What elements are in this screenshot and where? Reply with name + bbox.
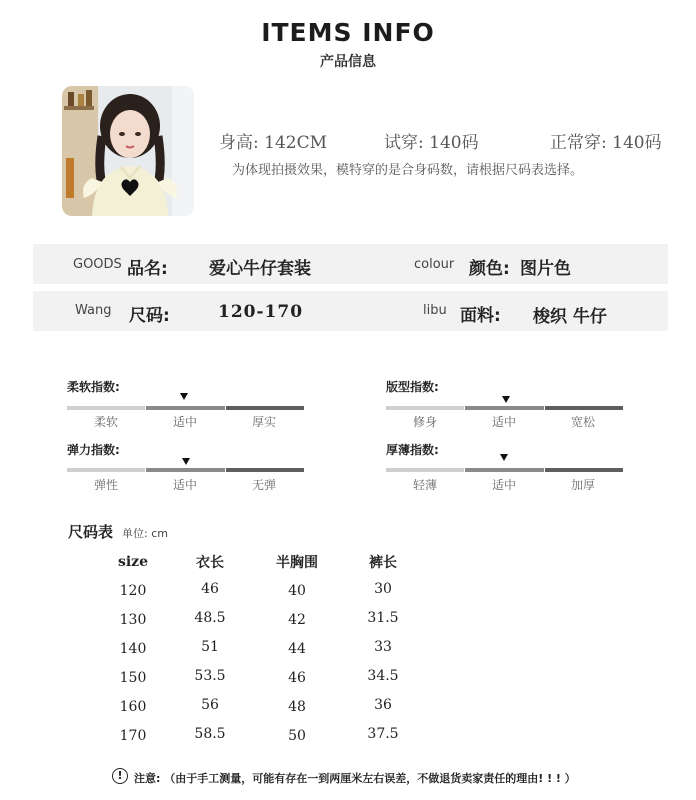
table-cell: 170 [119,728,147,744]
table-header: 裤长 [369,555,397,571]
warning-icon: ! [112,768,128,784]
table-cell: 120 [119,583,147,599]
table-cell: 44 [288,641,306,657]
softness-index-title: 柔软指数: [67,380,120,394]
table-cell: 48.5 [194,610,226,626]
fabric-value: 梭织 牛仔 [533,307,607,327]
thickness-label-mid: 适中 [491,478,516,492]
fit-index-title: 版型指数: [386,380,439,394]
elasticity-label-low: 弹性 [93,478,118,492]
model-photo [62,86,194,216]
goods-label-cn: 品名: [127,259,168,279]
colour-label-en: colour [414,257,455,272]
table-cell: 48 [288,699,306,715]
size-label-cn: 尺码: [129,306,170,326]
table-cell: 46 [201,581,219,597]
model-note: 为体现拍摄效果，模特穿的是合身码数，请根据尺码表选择。 [232,163,584,178]
table-cell: 33 [374,639,392,655]
softness-bar [67,406,304,410]
softness-label-high: 厚实 [251,415,276,429]
fit-label-low: 修身 [412,415,437,429]
softness-label-mid: 适中 [172,415,197,429]
table-cell: 37.5 [367,726,399,742]
elasticity-index-title: 弹力指数: [67,443,120,457]
size-label-en: Wang [75,303,112,318]
table-cell: 30 [374,581,392,597]
thickness-label-low: 轻薄 [412,478,437,492]
table-cell: 140 [119,641,147,657]
size-chart-title: 尺码表 [68,523,114,541]
table-cell: 130 [119,612,147,628]
table-cell: 46 [288,670,306,686]
colour-value: 图片色 [520,259,571,279]
goods-value: 爱心牛仔套装 [209,259,311,279]
fit-label-mid: 适中 [491,415,516,429]
table-cell: 56 [201,697,219,713]
info-band-goods [33,244,668,284]
fit-label-high: 宽松 [570,415,595,429]
table-cell: 40 [288,583,306,599]
table-cell: 51 [201,639,219,655]
page-subtitle: 产品信息 [320,54,376,70]
fit-bar [386,406,623,410]
thickness-label-high: 加厚 [570,478,595,492]
goods-label-en: GOODS [73,257,122,272]
table-cell: 58.5 [194,726,226,742]
fabric-label-en: libu [423,303,447,318]
table-header: size [117,554,149,570]
table-header: 半胸围 [276,555,318,571]
page-title: ITEMS INFO [261,18,435,47]
elasticity-marker [182,458,190,465]
model-try-size: 试穿: 140码 [384,133,479,153]
elasticity-label-high: 无弹 [251,478,276,492]
elasticity-label-mid: 适中 [172,478,197,492]
table-cell: 34.5 [367,668,399,684]
model-normal-size: 正常穿: 140码 [550,133,662,153]
table-cell: 42 [288,612,306,628]
size-chart-unit: 单位: cm [122,527,168,540]
thickness-bar [386,468,623,472]
table-cell: 50 [288,728,306,744]
table-cell: 150 [119,670,147,686]
softness-marker [180,393,188,400]
colour-label-cn: 颜色: [469,259,510,279]
table-cell: 160 [119,699,147,715]
thickness-index-title: 厚薄指数: [386,443,439,457]
model-height: 身高: 142CM [219,133,327,153]
table-cell: 53.5 [194,668,226,684]
info-band-size [33,291,668,331]
thickness-marker [500,454,508,461]
table-cell: 31.5 [367,610,399,626]
table-header: 衣长 [196,555,224,571]
fabric-label-cn: 面料: [460,306,501,326]
fit-marker [502,396,510,403]
elasticity-bar [67,468,304,472]
notice-text: 注意: （由于手工测量，可能有存在一到两厘米左右误差，不做退货卖家责任的理由! ! ! ） [134,772,576,785]
softness-label-low: 柔软 [93,415,118,429]
size-value: 120-170 [218,302,304,322]
table-cell: 36 [374,697,392,713]
